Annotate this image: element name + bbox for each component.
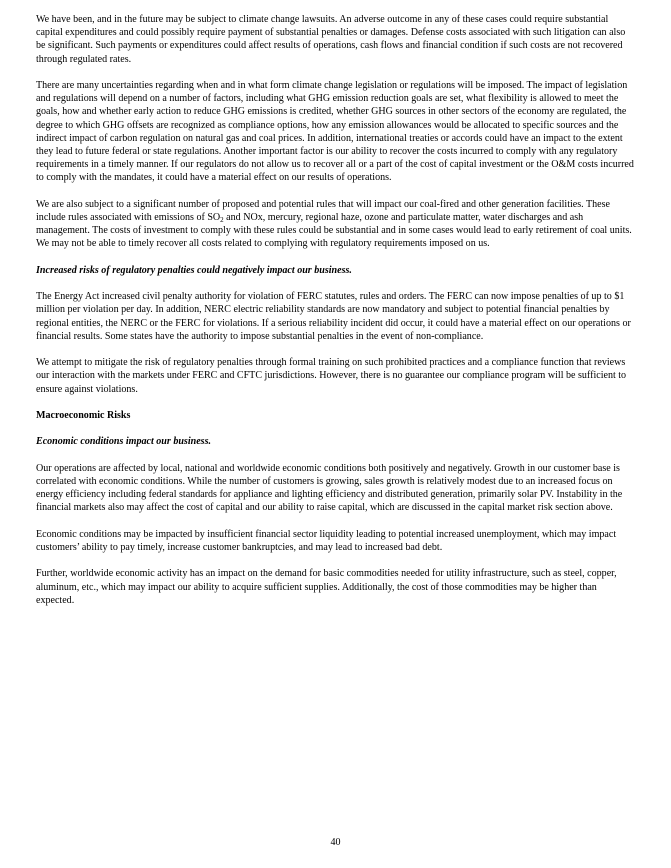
so2-subscript: 2 [220,216,224,225]
paragraph-energy-act: The Energy Act increased civil penalty authority for violation of FERC statutes, rules and orders. The FERC can now impose penalties of up to $1 million per violation per day. In addition, NERC electric reliability standards are now mandatory and subject to potential financial penalties by regional entities, the NERC or the FERC for violations. If a serious reliability incident did occur, it could have a material effect on our operations or financial results. Some states have the authority to impose substantial penalties in the event of non-compliance. [36,291,631,342]
heading-macroeconomic-risks: Macroeconomic Risks [36,410,131,421]
page-number: 40 [330,837,341,848]
document-page [36,13,636,607]
paragraph-generation-rules-part1: We are also subject to a significant number of proposed and potential rules that will impact our coal-fired and other generation facilities. These include rules associated with emissions of SO [36,198,610,224]
heading-regulatory-penalties: Increased risks of regulatory penalties could negatively impact our business. [36,264,352,276]
paragraph-commodities: Further, worldwide economic activity has an impact on the demand for basic commodities needed for utility infrastructure, such as steel, copper, aluminum, etc., which may impact our ability to acquire sufficient supplies. Additionally, the cost of those commodities may be higher than expected. [36,568,617,606]
paragraph-operations-affected: Our operations are affected by local, national and worldwide economic conditions both positively and negatively. Growth in our customer base is correlated with economic conditions. While the number of customers is growing, sales growth is relatively modest due to an increased focus on energy efficiency including federal standards for appliance and lighting efficiency and distributed generation, primarily solar PV. Instability in the financial markets also may affect the cost of capital and our ability to raise capital, which are discussed in the capital market risk section above. [36,462,623,514]
paragraph-climate-lawsuits: We have been, and in the future may be subject to climate change lawsuits. An adverse outcome in any of these cases could require substantial capital expenditures and could possibly require payment of substantial penalties or damages. Defense costs associated with such litigation can also be significant. Such payments or expenditures could affect results of operations, cash flows and financial condition if such costs are not recovered through regulated rates. [36,14,626,65]
paragraph-generation-rules-part2: and NOx, mercury, regional haze, ozone and particulate matter, water discharges and ash management. The costs of investment to comply with these rules could be substantial and in some cases would lead to early retirement of coal units. We may not be able to timely recover all costs related to complying with regulatory requirements imposed on us. [36,212,632,250]
paragraph-legislation-uncertainties: There are many uncertainties regarding when and in what form climate change legislation or regulations will be imposed. The impact of legislation and regulations will depend on a number of factors, including what GHG emission reduction goals are set, what flexibility is allowed to meet the goals, how and whether early action to reduce GHG emissions is credited, whether GHG sources in other sectors of the economy are regulated, the degree to which GHG offsets are recognized as compliance options, how any emission allowances would be allocated to specific sources and the indirect impact of carbon regulation on natural gas and coal prices. In addition, international treaties or accords could have an impact to the extent they lead to future federal or state regulations. Another important factor is our ability to recover the costs incurred to comply with any regulatory requirements in a timely manner. If our regulators do not allow us to recover all or a part of the cost of capital investment or the O&M costs incurred to comply with the mandates, it could have a material effect on our results of operations. [36,80,634,184]
paragraph-mitigate-penalties: We attempt to mitigate the risk of regulatory penalties through formal training on such prohibited practices and a compliance function that reviews our interaction with the markets under FERC and CFTC jurisdictions. However, there is no guarantee our compliance program will be sufficient to ensure against violations. [36,357,627,395]
heading-economic-conditions: Economic conditions impact our business. [36,436,212,448]
paragraph-liquidity: Economic conditions may be impacted by insufficient financial sector liquidity leading to potential increased unemployment, which may impact customers’ ability to pay timely, increase customer bankruptcies, and may lead to increased bad debt. [36,528,617,553]
paragraph-generation-rules [36,198,636,251]
